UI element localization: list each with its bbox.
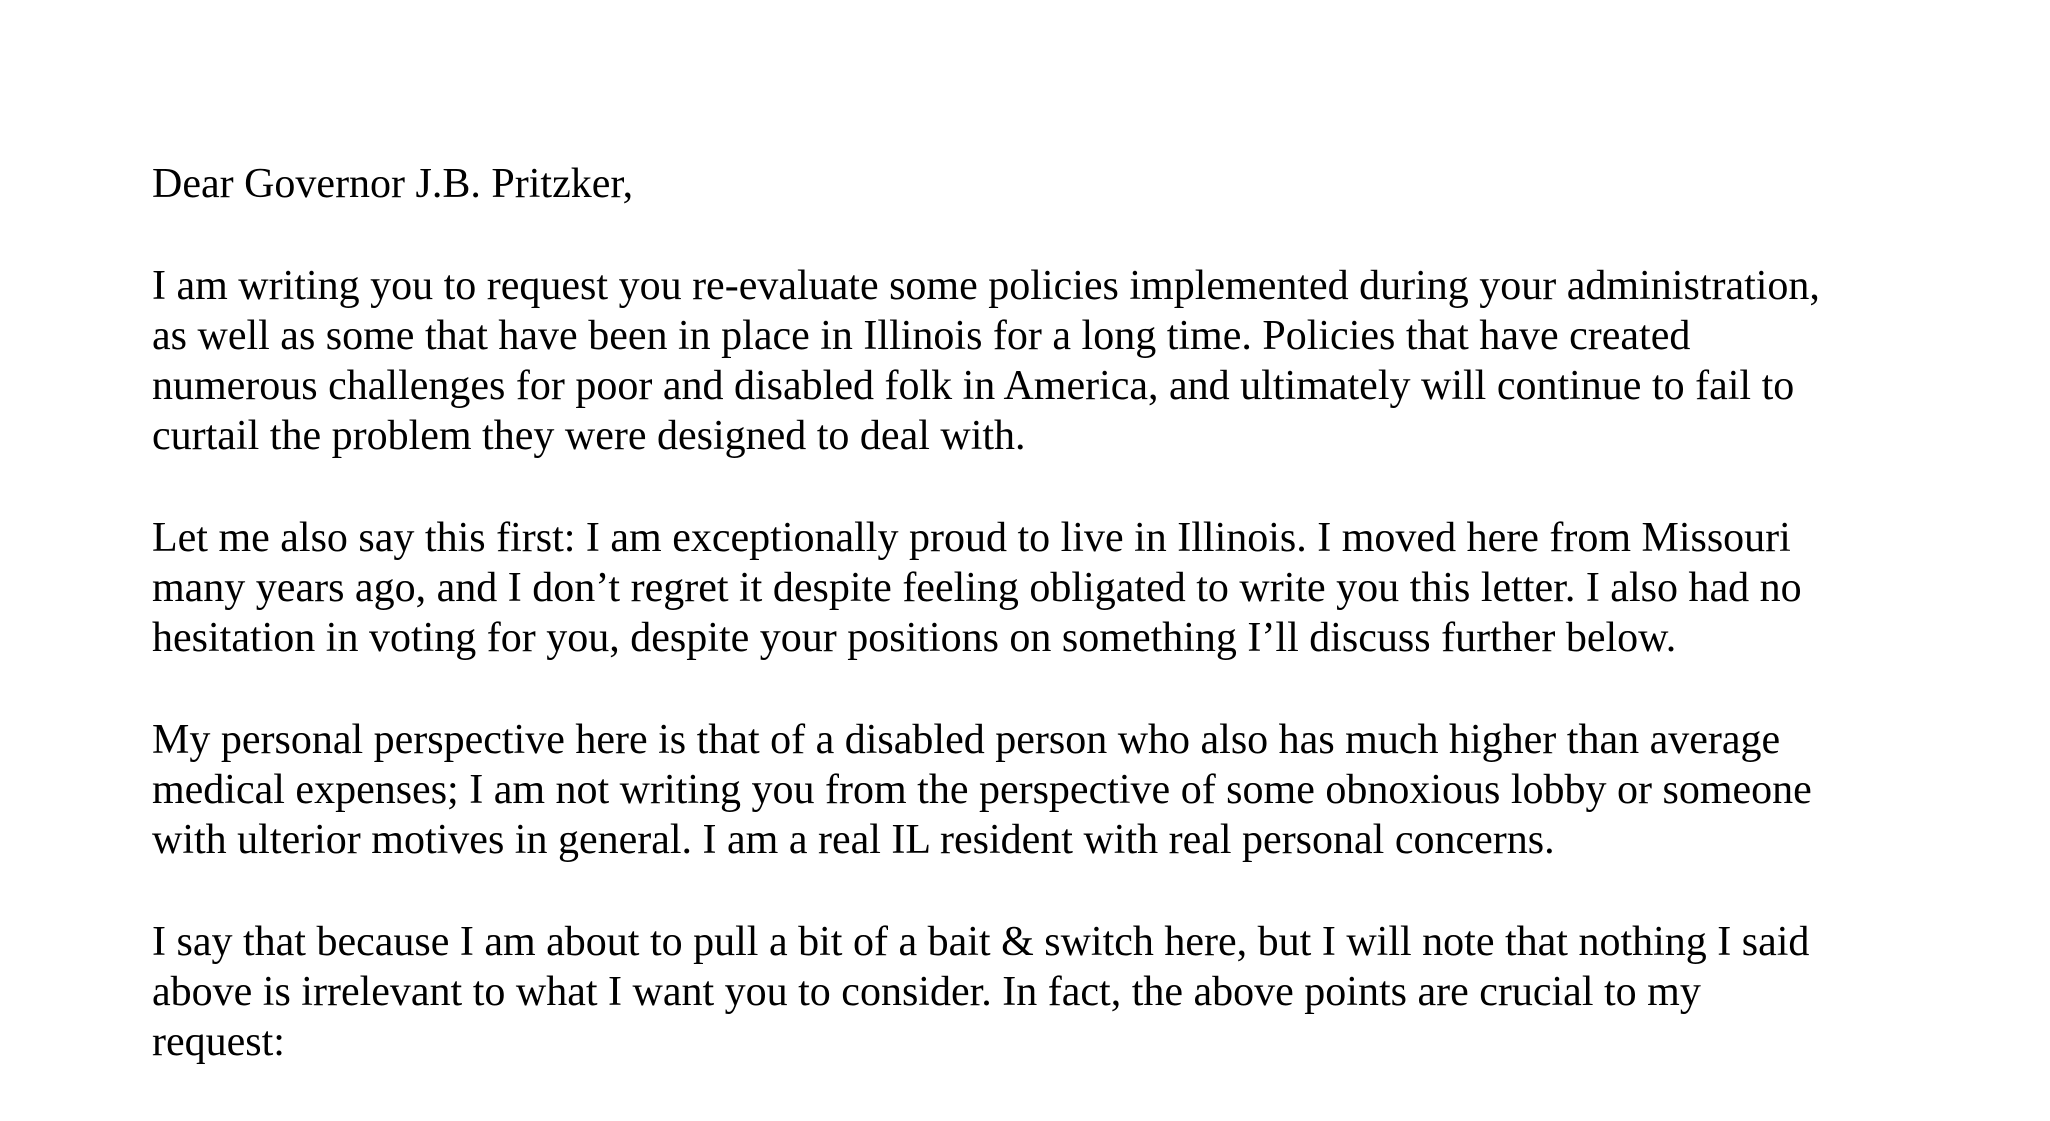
letter-line: medical expenses; I am not writing you from the perspective of some obnoxious lobby or someone: [152, 767, 1812, 813]
letter-paragraph: [152, 917, 1942, 1067]
letter-line: curtail the problem they were designed to deal with.: [152, 413, 1026, 459]
letter-line: numerous challenges for poor and disabled folk in America, and ultimately will continue to fail to: [152, 363, 1795, 409]
letter-line: My personal perspective here is that of a disabled person who also has much higher than average: [152, 717, 1781, 763]
letter-paragraphs: [152, 261, 1942, 1067]
letter-line: I am writing you to request you re-evaluate some policies implemented during your administration,: [152, 263, 1820, 309]
letter-paragraph: [152, 261, 1942, 461]
letter-line: many years ago, and I don’t regret it despite feeling obligated to write you this letter. I also had no: [152, 565, 1802, 611]
letter-body: [152, 159, 1942, 1119]
letter-line: with ulterior motives in general. I am a real IL resident with real personal concerns.: [152, 817, 1555, 863]
salutation-line: Dear Governor J.B. Pritzker,: [152, 161, 634, 207]
letter-line: as well as some that have been in place in Illinois for a long time. Policies that have created: [152, 313, 1691, 359]
letter-line: I say that because I am about to pull a bit of a bait & switch here, but I will note that nothing I said: [152, 919, 1810, 965]
letter-paragraph: [152, 513, 1942, 663]
letter-line: Let me also say this first: I am exceptionally proud to live in Illinois. I moved here from Missouri: [152, 515, 1791, 561]
letter-line: request:: [152, 1019, 285, 1065]
letter-paragraph: [152, 715, 1942, 865]
letter-line: above is irrelevant to what I want you to consider. In fact, the above points are crucial to my: [152, 969, 1701, 1015]
letter-line: hesitation in voting for you, despite your positions on something I’ll discuss further below.: [152, 615, 1677, 661]
